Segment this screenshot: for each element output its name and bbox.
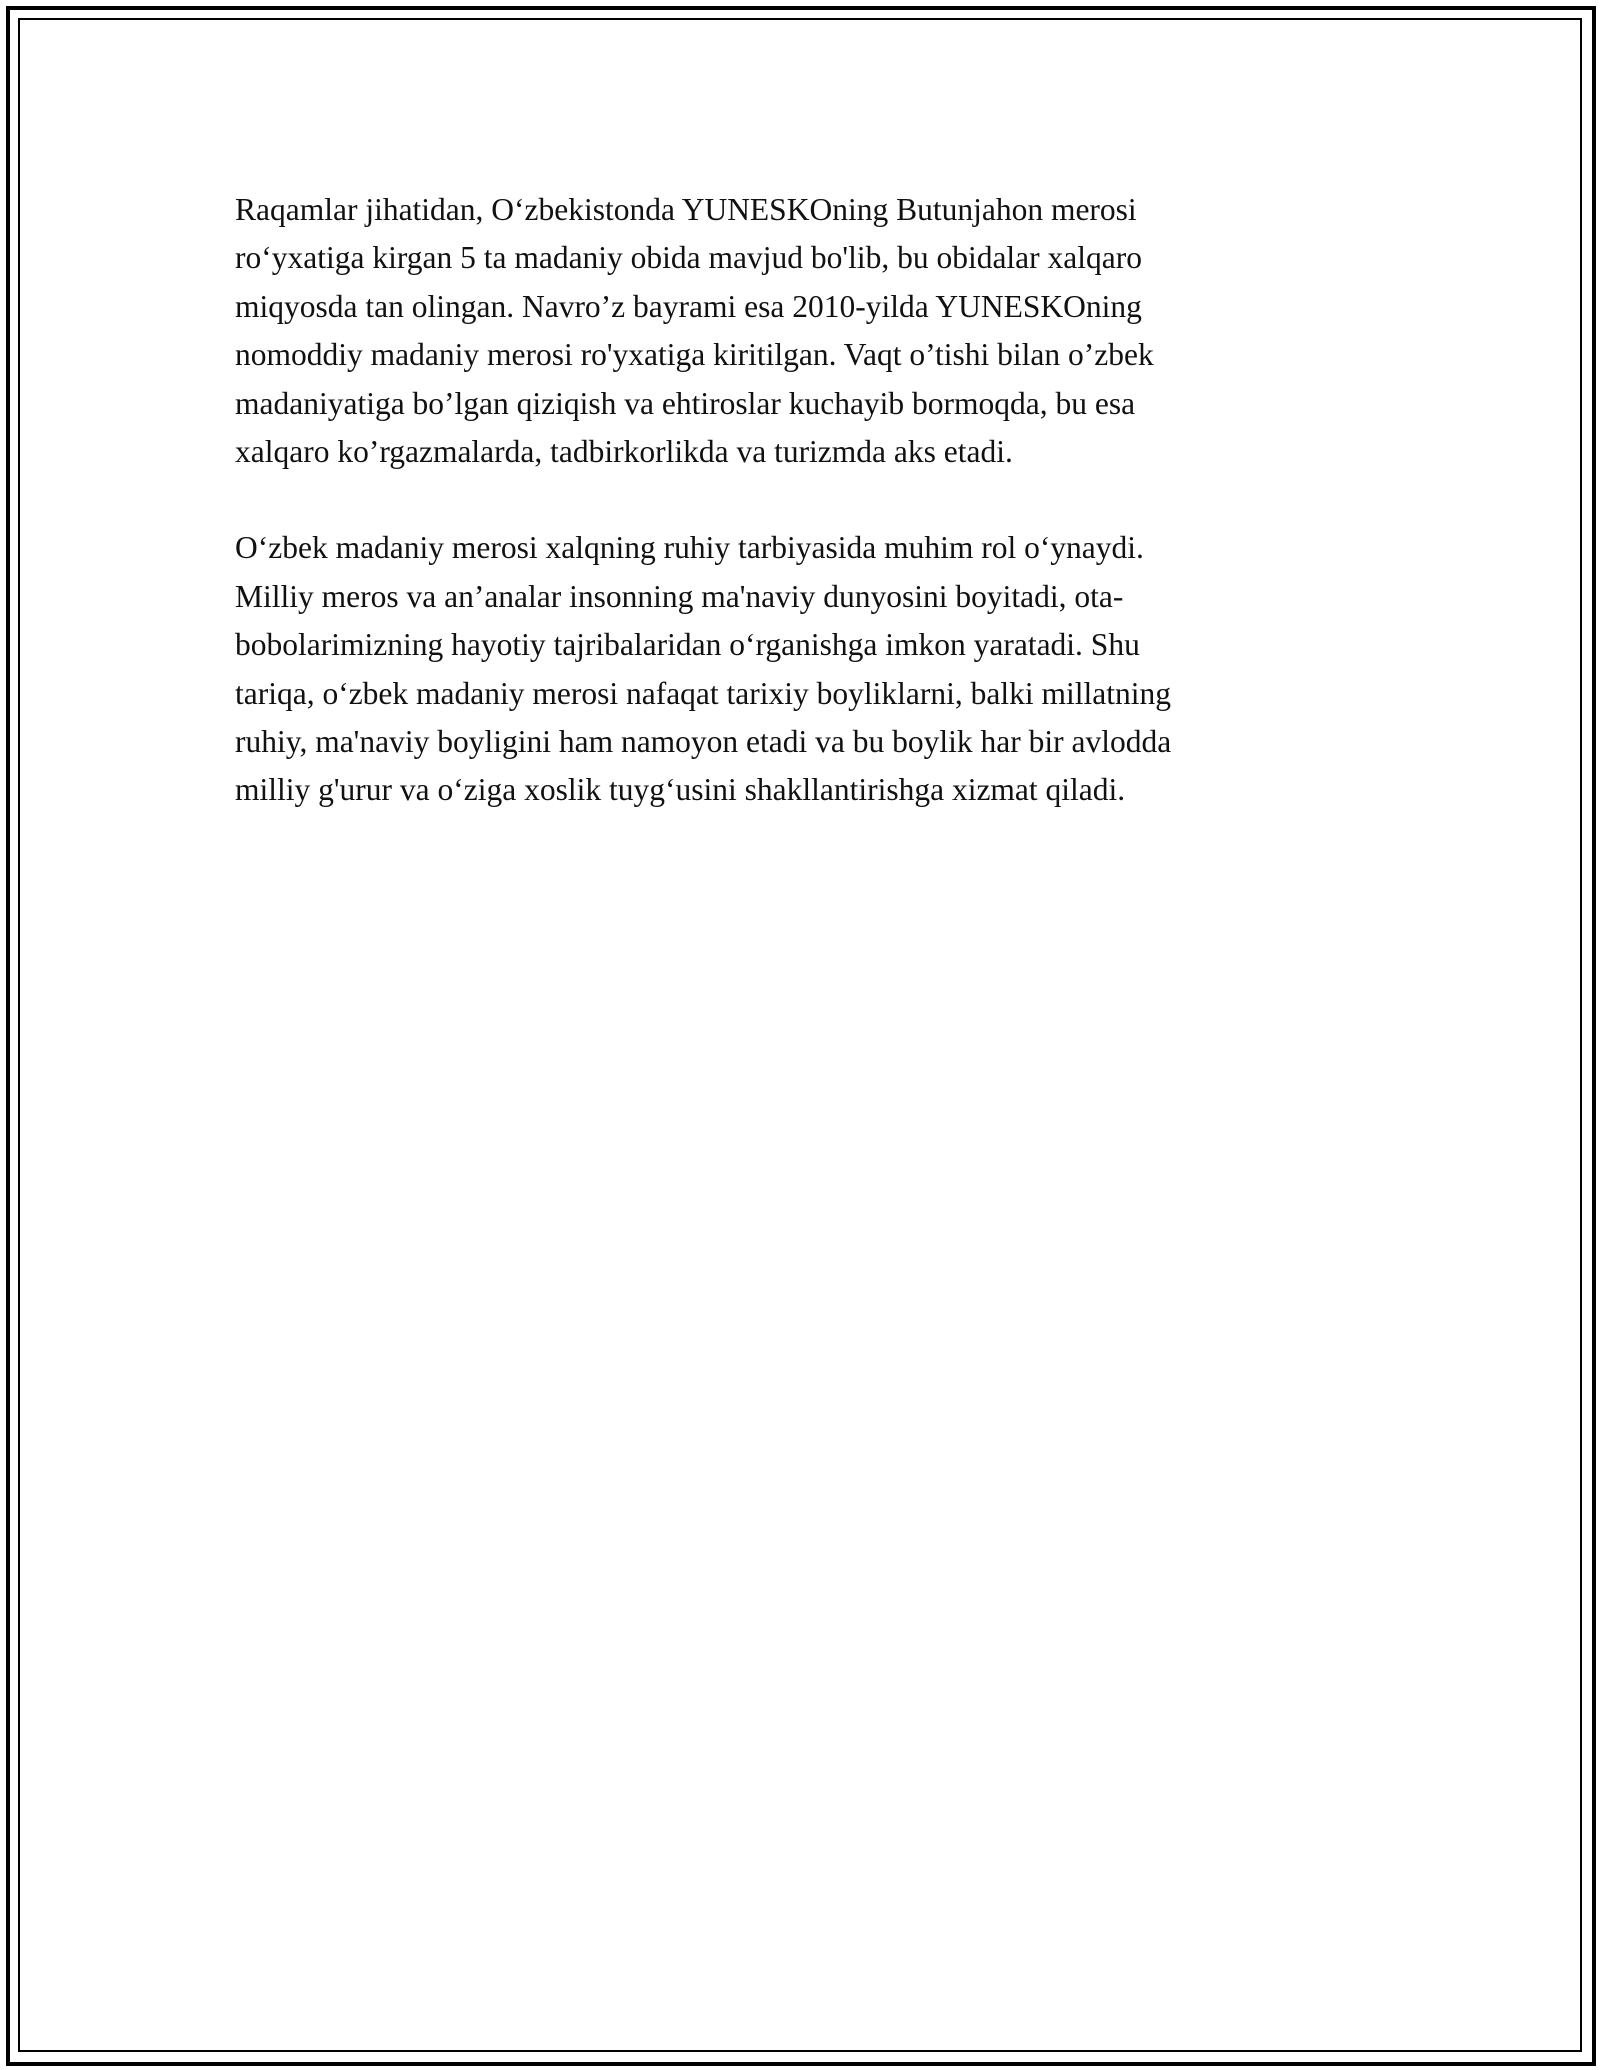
text-line: Milliy meros va an’analar insonning ma'naviy dunyosini boyitadi, ota-	[235, 578, 1124, 614]
text-line: milliy g'urur va o‘ziga xoslik tuyg‘usini shakllantirishga xizmat qiladi.	[235, 772, 1126, 808]
text-line: O‘zbek madaniy merosi xalqning ruhiy tarbiyasida muhim rol o‘ynaydi.	[235, 530, 1144, 566]
text-line: madaniyatiga bo’lgan qiziqish va ehtiroslar kuchayib bormoqda, bu esa	[235, 385, 1136, 421]
paragraph-1	[235, 186, 1365, 476]
text-line: tariqa, o‘zbek madaniy merosi nafaqat tarixiy boyliklarni, balki millatning	[235, 675, 1171, 711]
text-line: miqyosda tan olingan. Navro’z bayrami esa 2010-yilda YUNESKOning	[235, 288, 1142, 324]
text-line: Raqamlar jihatidan, O‘zbekistonda YUNESKOning Butunjahon merosi	[235, 192, 1137, 227]
paragraph-spacer	[235, 476, 1365, 524]
text-line: nomoddiy madaniy merosi ro'yxatiga kiritilgan. Vaqt o’tishi bilan o’zbek	[235, 337, 1154, 373]
text-line: xalqaro ko’rgazmalarda, tadbirkorlikda va turizmda aks etadi.	[235, 434, 1013, 470]
document-body	[235, 186, 1365, 815]
text-line: bobolarimizning hayotiy tajribalaridan o‘rganishga imkon yaratadi. Shu	[235, 627, 1140, 663]
text-line: ruhiy, ma'naviy boyligini ham namoyon etadi va bu boylik har bir avlodda	[235, 724, 1172, 760]
text-line: ro‘yxatiga kirgan 5 ta madaniy obida mavjud bo'lib, bu obidalar xalqaro	[235, 240, 1142, 276]
paragraph-2	[235, 524, 1365, 814]
